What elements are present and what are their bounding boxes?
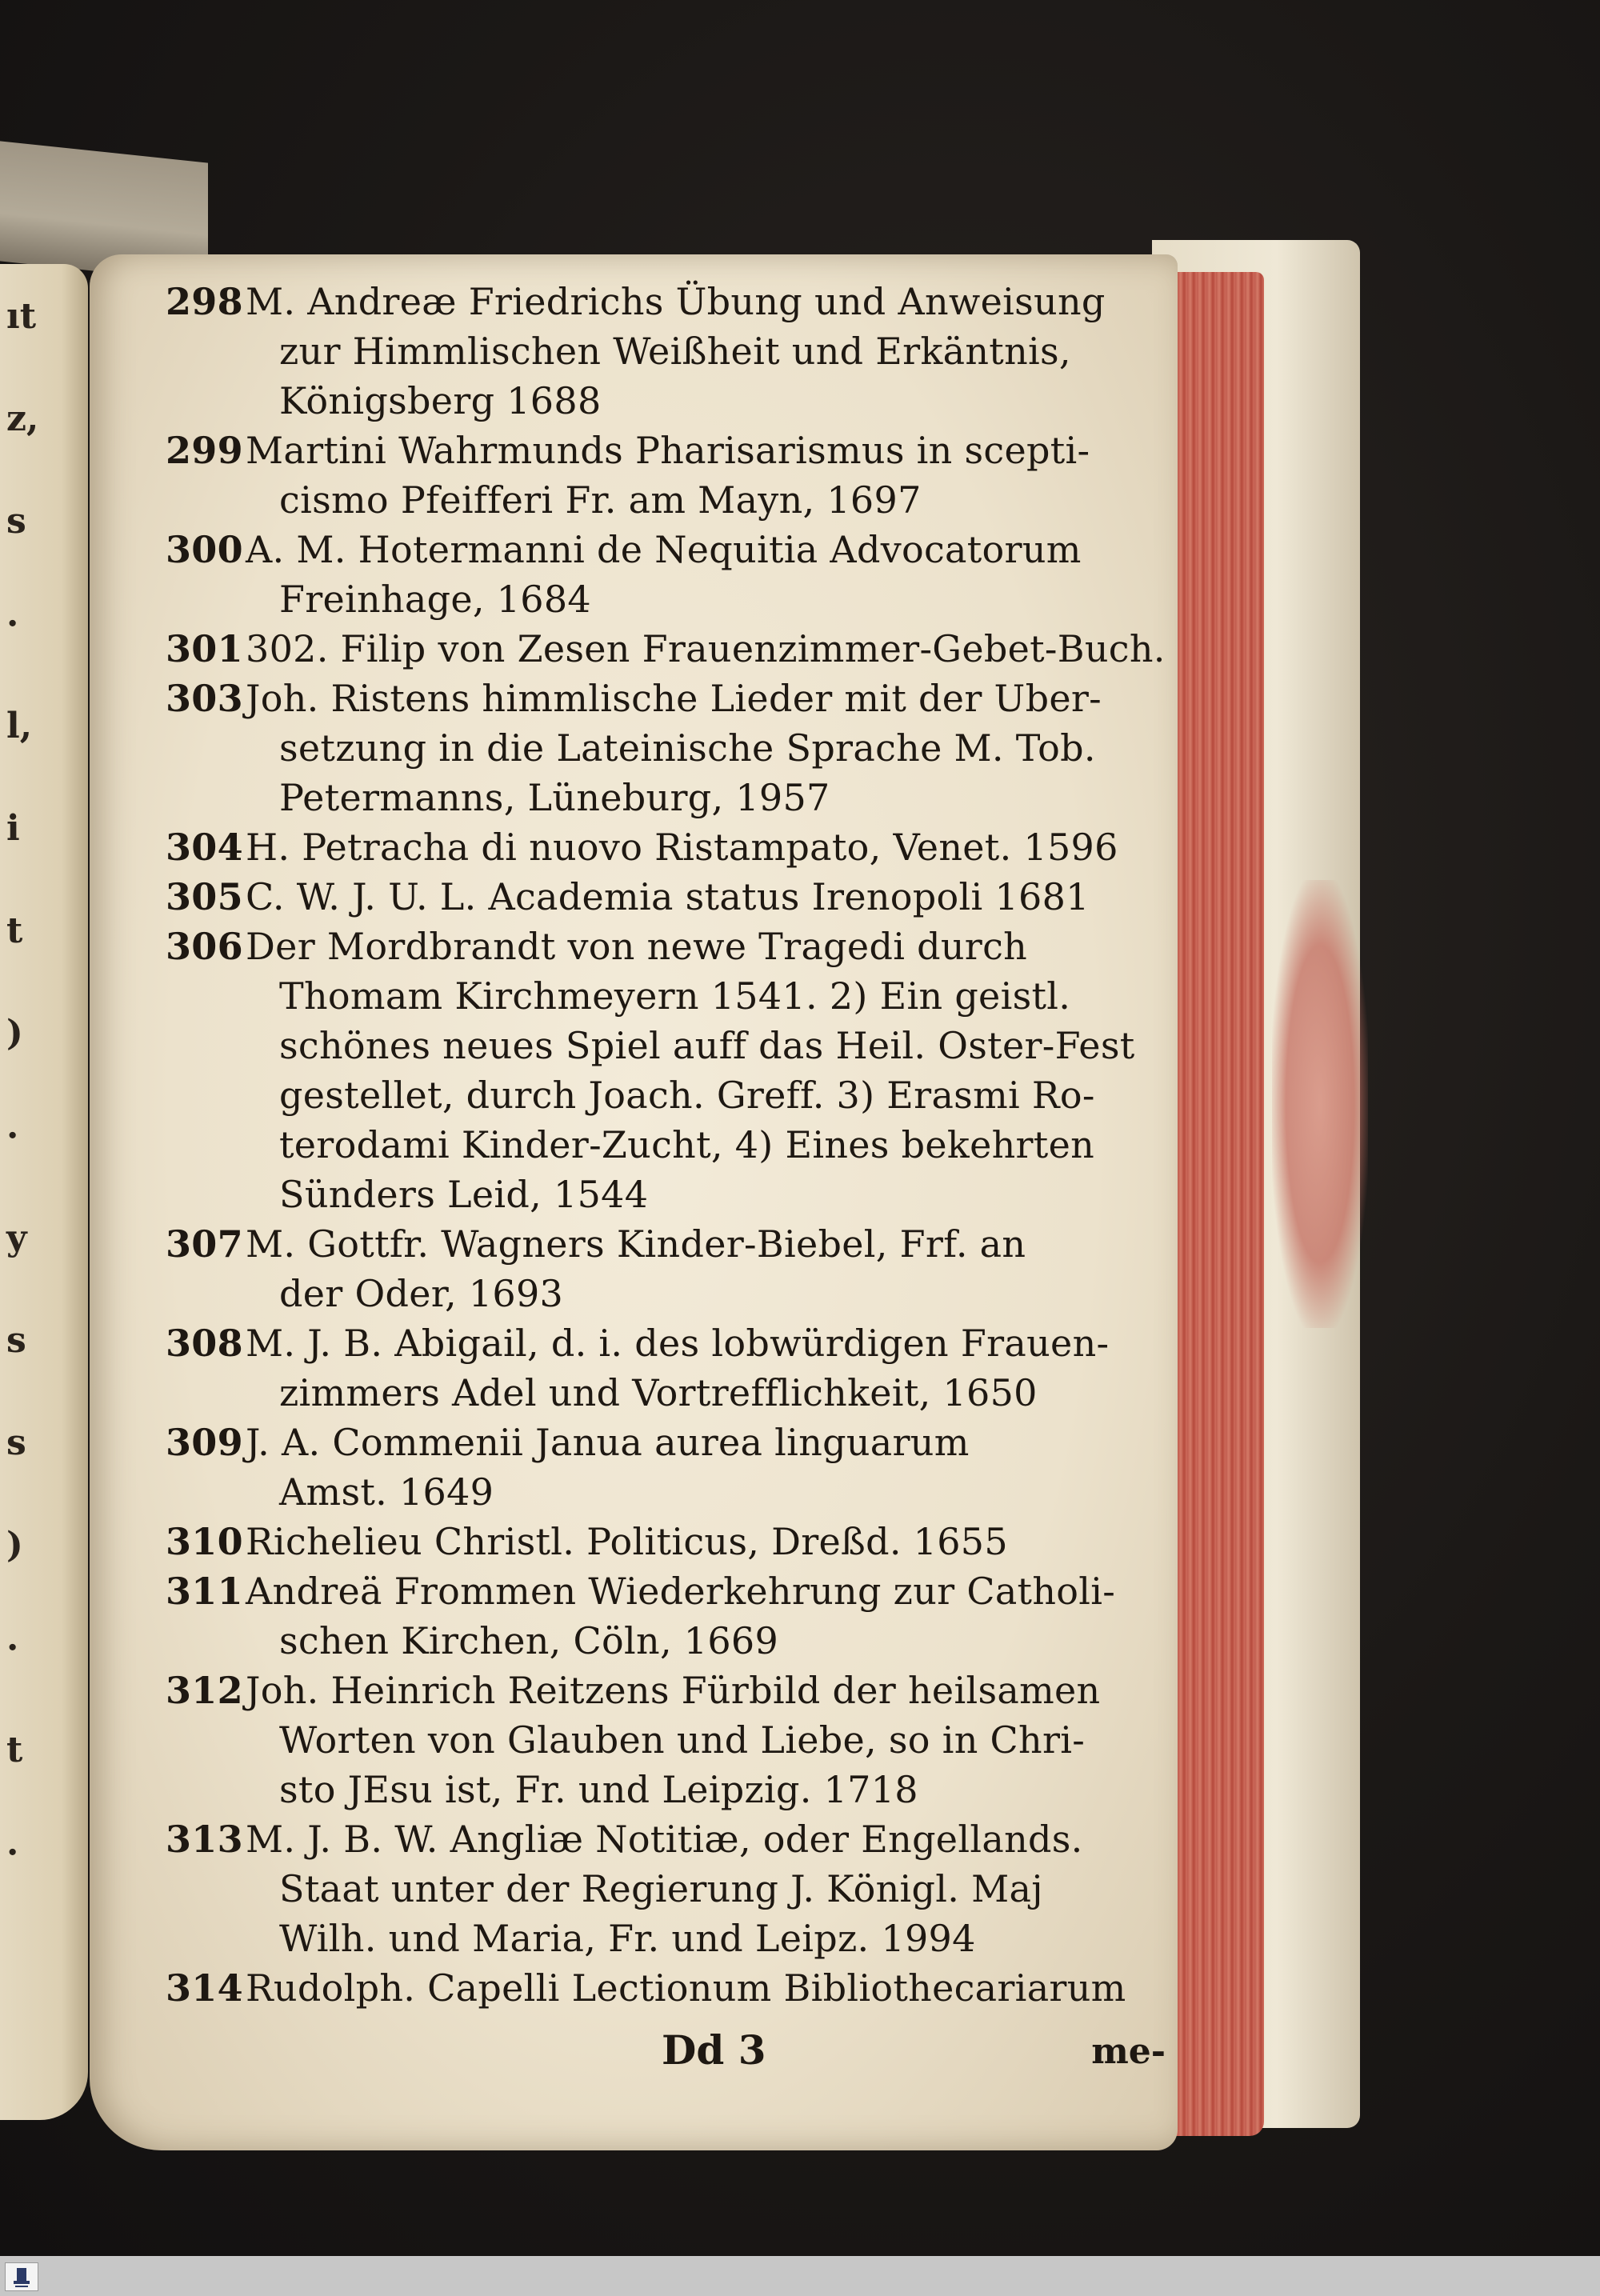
- entry-number: 310: [166, 1520, 243, 1563]
- entry-number: 306: [166, 925, 243, 968]
- entry-first-line: [166, 1219, 1190, 1269]
- entry-number: 308: [166, 1322, 243, 1365]
- page-footer-marks: [166, 2026, 1166, 2082]
- entry-continuation-line: [166, 1864, 1190, 1914]
- entry-text: cismo Pfeifferi Fr. am Mayn, 1697: [279, 478, 922, 522]
- entry-continuation-line: [166, 376, 1190, 426]
- entry-number: 313: [166, 1818, 243, 1861]
- entry-continuation-line: [166, 1120, 1190, 1170]
- signature-mark: Dd 3: [662, 2026, 766, 2074]
- left-page-fragment: ıt: [6, 296, 37, 337]
- entry-first-line: [166, 872, 1190, 922]
- entry-number: 309: [166, 1421, 243, 1464]
- entry-continuation-line: [166, 475, 1190, 525]
- entry-first-line: [166, 1666, 1190, 1715]
- entry-continuation-line: [166, 326, 1190, 376]
- catalog-entry: [166, 1219, 1190, 1318]
- left-page-fragment: i: [6, 808, 20, 849]
- left-facing-page: [0, 264, 88, 2120]
- entry-text: Königsberg 1688: [279, 379, 602, 422]
- catalog-entry: [166, 525, 1190, 624]
- entry-text: M. J. B. Abigail, d. i. des lobwürdigen Frauen-: [246, 1322, 1110, 1365]
- entry-text: schen Kirchen, Cöln, 1669: [279, 1619, 779, 1662]
- cover-stain: [1272, 880, 1368, 1328]
- entry-text: Sünders Leid, 1544: [279, 1173, 649, 1216]
- entry-text: Thomam Kirchmeyern 1541. 2) Ein geistl.: [279, 974, 1071, 1018]
- entry-number: 303: [166, 677, 243, 720]
- entry-text: Rudolph. Capelli Lectionum Bibliothecariarum: [246, 1966, 1126, 2010]
- entry-continuation-line: [166, 1368, 1190, 1418]
- entry-first-line: [166, 1517, 1190, 1566]
- entry-continuation-line: [166, 1467, 1190, 1517]
- entry-continuation-line: [166, 971, 1190, 1021]
- entry-continuation-line: [166, 773, 1190, 822]
- entry-first-line: [166, 277, 1190, 326]
- left-page-fragment: l,: [6, 706, 33, 746]
- left-page-fragment: ): [6, 1525, 23, 1566]
- entry-text: J. A. Commenii Janua aurea linguarum: [246, 1421, 970, 1464]
- entry-number: 300: [166, 528, 243, 571]
- entry-text: A. M. Hotermanni de Nequitia Advocatorum: [246, 528, 1082, 571]
- catalog-entry: [166, 1418, 1190, 1517]
- entry-first-line: [166, 1566, 1190, 1616]
- left-page-fragment: ): [6, 1013, 23, 1054]
- book-page: [90, 254, 1178, 2150]
- entry-text: Amst. 1649: [279, 1470, 494, 1514]
- entry-text: Petermanns, Lüneburg, 1957: [279, 776, 830, 819]
- entry-continuation-line: [166, 1170, 1190, 1219]
- entry-continuation-line: [166, 1914, 1190, 1963]
- entry-text: setzung in die Lateinische Sprache M. Tob.: [279, 726, 1096, 770]
- entry-number: 298: [166, 280, 243, 323]
- entry-text: Der Mordbrandt von newe Tragedi durch: [246, 925, 1028, 968]
- entry-continuation-line: [166, 723, 1190, 773]
- left-page-fragment: ·: [6, 1115, 19, 1156]
- catalog-entry: [166, 1318, 1190, 1418]
- library-logo-icon[interactable]: [5, 2262, 38, 2291]
- entry-first-line: [166, 525, 1190, 574]
- entry-text: Staat unter der Regierung J. Königl. Maj: [279, 1867, 1043, 1910]
- entry-text: Joh. Ristens himmlische Lieder mit der Uber-: [246, 677, 1102, 720]
- entry-number: 304: [166, 826, 243, 869]
- catalog-entry: [166, 674, 1190, 822]
- left-page-fragment: t: [6, 910, 23, 951]
- entry-text: M. Andreæ Friedrichs Übung und Anweisung: [246, 280, 1106, 323]
- entry-text: Wilh. und Maria, Fr. und Leipz. 1994: [279, 1917, 976, 1960]
- catalog-entries: [166, 277, 1190, 2013]
- left-page-fragment: t: [6, 1730, 23, 1770]
- entry-continuation-line: [166, 1021, 1190, 1070]
- left-page-fragment: s: [6, 1320, 26, 1361]
- catalog-entry: [166, 822, 1190, 872]
- entry-number: 311: [166, 1570, 243, 1613]
- entry-first-line: [166, 674, 1190, 723]
- entry-number: 314: [166, 1966, 243, 2010]
- catalog-entry: [166, 1566, 1190, 1666]
- entry-number: 307: [166, 1222, 243, 1266]
- catalog-entry: [166, 426, 1190, 525]
- entry-first-line: [166, 1318, 1190, 1368]
- left-page-fragment: y: [6, 1218, 27, 1258]
- entry-text: M. Gottfr. Wagners Kinder-Biebel, Frf. an: [246, 1222, 1026, 1266]
- catalog-entry: [166, 277, 1190, 426]
- entry-text: C. W. J. U. L. Academia status Irenopoli 1681: [246, 875, 1090, 918]
- entry-text: Joh. Heinrich Reitzens Fürbild der heilsamen: [246, 1669, 1101, 1712]
- entry-number: 305: [166, 875, 243, 918]
- catalog-entry: [166, 624, 1190, 674]
- catalog-entry: [166, 1963, 1190, 2013]
- entry-text: Worten von Glauben und Liebe, so in Chri-: [279, 1718, 1086, 1762]
- entry-first-line: [166, 1963, 1190, 2013]
- entry-continuation-line: [166, 1715, 1190, 1765]
- entry-first-line: [166, 1418, 1190, 1467]
- entry-text: terodami Kinder-Zucht, 4) Eines bekehrten: [279, 1123, 1095, 1166]
- entry-number: 299: [166, 429, 243, 472]
- entry-number: 301: [166, 627, 243, 670]
- entry-text: Freinhage, 1684: [279, 578, 591, 621]
- catalog-entry: [166, 1517, 1190, 1566]
- catalog-entry: [166, 872, 1190, 922]
- entry-text: 302. Filip von Zesen Frauenzimmer-Gebet-Buch.: [246, 627, 1166, 670]
- catalog-entry: [166, 1814, 1190, 1963]
- left-page-fragment: ·: [6, 1627, 19, 1668]
- entry-continuation-line: [166, 1765, 1190, 1814]
- catalog-entry: [166, 1666, 1190, 1814]
- entry-number: 312: [166, 1669, 243, 1712]
- entry-text: H. Petracha di nuovo Ristampato, Venet. 1596: [246, 826, 1118, 869]
- catalog-entry: [166, 922, 1190, 1219]
- entry-text: gestellet, durch Joach. Greff. 3) Erasmi Ro-: [279, 1074, 1095, 1117]
- entry-continuation-line: [166, 1070, 1190, 1120]
- entry-text: Andreä Frommen Wiederkehrung zur Catholi-: [246, 1570, 1116, 1613]
- left-page-fragment: ·: [6, 1832, 19, 1873]
- left-page-fragment: z,: [6, 398, 39, 439]
- left-page-fragment: s: [6, 501, 26, 542]
- left-page-fragment: s: [6, 1422, 26, 1463]
- viewer-footer-bar: [0, 2256, 1600, 2296]
- entry-continuation-line: [166, 1269, 1190, 1318]
- entry-text: Martini Wahrmunds Pharisarismus in scepti-: [246, 429, 1090, 472]
- entry-text: M. J. B. W. Angliæ Notitiæ, oder Engellands.: [246, 1818, 1083, 1861]
- entry-text: zur Himmlischen Weißheit und Erkäntnis,: [279, 330, 1071, 373]
- entry-continuation-line: [166, 1616, 1190, 1666]
- left-page-fragment: ·: [6, 603, 19, 644]
- catchword: me-: [1091, 2031, 1166, 2072]
- entry-text: Richelieu Christl. Politicus, Dreßd. 1655: [246, 1520, 1008, 1563]
- entry-first-line: [166, 1814, 1190, 1864]
- entry-text: zimmers Adel und Vortrefflichkeit, 1650: [279, 1371, 1038, 1414]
- entry-first-line: [166, 426, 1190, 475]
- entry-first-line: [166, 922, 1190, 971]
- entry-text: sto JEsu ist, Fr. und Leipzig. 1718: [279, 1768, 918, 1811]
- entry-text: der Oder, 1693: [279, 1272, 564, 1315]
- entry-continuation-line: [166, 574, 1190, 624]
- entry-text: schönes neues Spiel auff das Heil. Oster-Fest: [279, 1024, 1135, 1067]
- entry-first-line: [166, 822, 1190, 872]
- entry-first-line: [166, 624, 1190, 674]
